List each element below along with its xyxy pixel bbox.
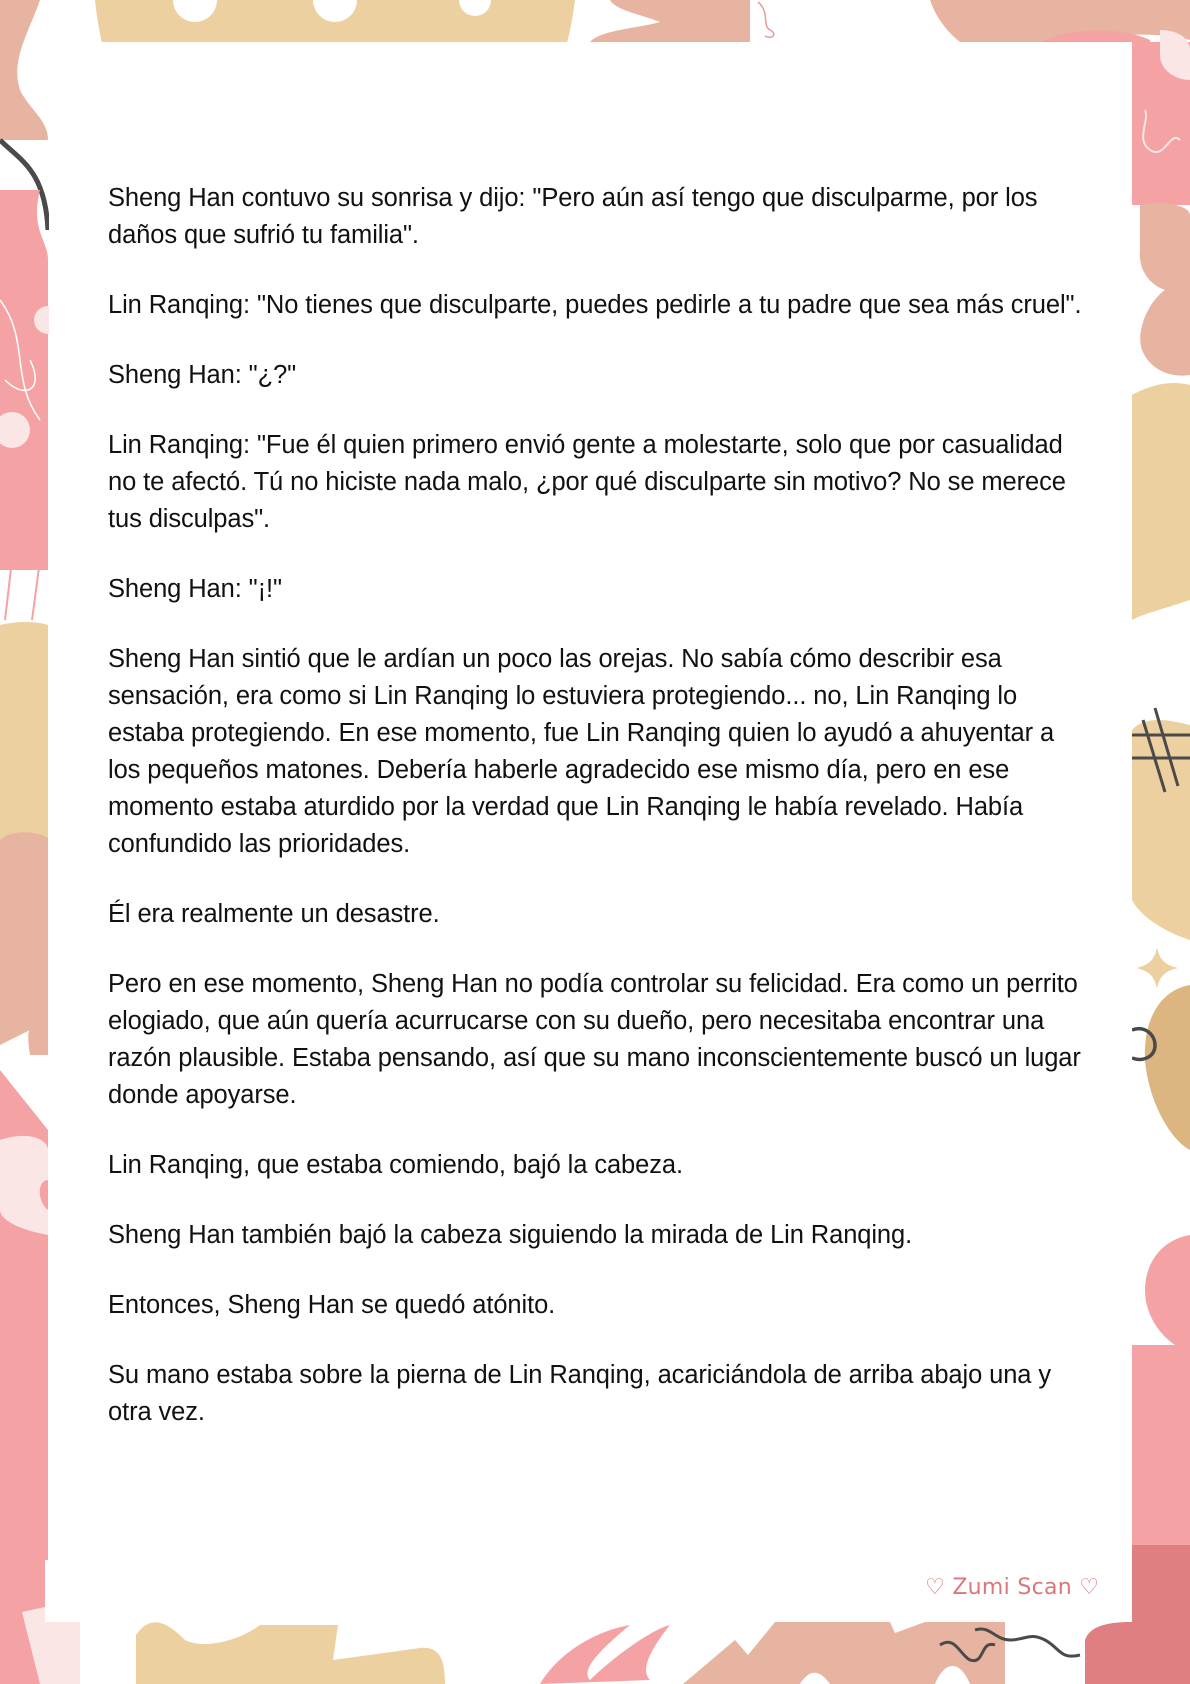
salmon-blob-left-mid	[0, 832, 48, 1055]
paragraph: Sheng Han: "¿?"	[108, 361, 297, 389]
paragraph: Lin Ranqing: "No tienes que disculparte, puedes pedirle a tu padre que sea más cruel".	[108, 291, 1082, 319]
paragraph: Sheng Han contuvo su sonrisa y dijo: "Pero aún así tengo que disculparme, por los daños que sufrió tu familia".	[108, 184, 1038, 249]
paragraph: Sheng Han: "¡!"	[108, 575, 282, 603]
salmon-blob-right	[1140, 203, 1190, 376]
paragraph: Su mano estaba sobre la pierna de Lin Ranqing, acariciándola de arriba abajo una y otra vez.	[108, 1361, 1052, 1426]
scanlator-signature: ♡ Zumi Scan ♡	[925, 1575, 1100, 1600]
salmon-peak-bottom	[683, 1622, 1005, 1684]
sand-column-right	[1132, 383, 1190, 620]
sand-blob-right-mid	[1132, 720, 1190, 940]
paragraph: Lin Ranqing, que estaba comiendo, bajó la cabeza.	[108, 1151, 683, 1179]
paragraph: Él era realmente un desastre.	[108, 900, 440, 928]
pink-blob-right-bottom	[1132, 1235, 1190, 1545]
salmon-blob-left-top	[0, 0, 48, 140]
sparkle-right	[1136, 948, 1178, 988]
sand-circle-right	[1145, 985, 1190, 1150]
paragraph: Entonces, Sheng Han se quedó atónito.	[108, 1291, 556, 1319]
salmon-blob-top	[590, 0, 750, 42]
paragraph: Pero en ese momento, Sheng Han no podía controlar su felicidad. Era como un perrito elogiado, que aún quería acurrucarse con su dueño, pero necesitaba encontrar una razón plausible. Estaba pensando, así que su mano inconscientemente buscó un lugar donde apoyarse.	[108, 970, 1081, 1109]
pink-column-left	[0, 190, 48, 570]
sand-blob-bottom	[136, 1622, 445, 1684]
paragraph: Lin Ranqing: "Fue él quien primero envió gente a molestarte, solo que por casualidad no te afectó. Tú no hiciste nada malo, ¿por qué disculparte sin motivo? No se merece tus disculpas".	[108, 431, 1066, 533]
pink-scribble-bottom	[540, 1625, 670, 1684]
paragraph: Sheng Han sintió que le ardían un poco las orejas. No sabía cómo describir esa sensación, era como si Lin Ranqing lo estuviera protegiendo... no, Lin Ranqing lo estaba protegiendo. En ese momento, fue Lin Ranqing quien lo ayudó a ahuyentar a los pequeños matones. Debería haberle agradecido ese mismo día, pero en ese momento estaba aturdido por la verdad que Lin Ranqing le había revelado. Había confundido las prioridades.	[108, 645, 1055, 858]
sand-column-left	[0, 622, 48, 840]
squiggle-top	[758, 2, 774, 37]
paragraph: Sheng Han también bajó la cabeza siguiendo la mirada de Lin Ranqing.	[108, 1221, 913, 1249]
chapter-text	[108, 180, 1088, 1464]
